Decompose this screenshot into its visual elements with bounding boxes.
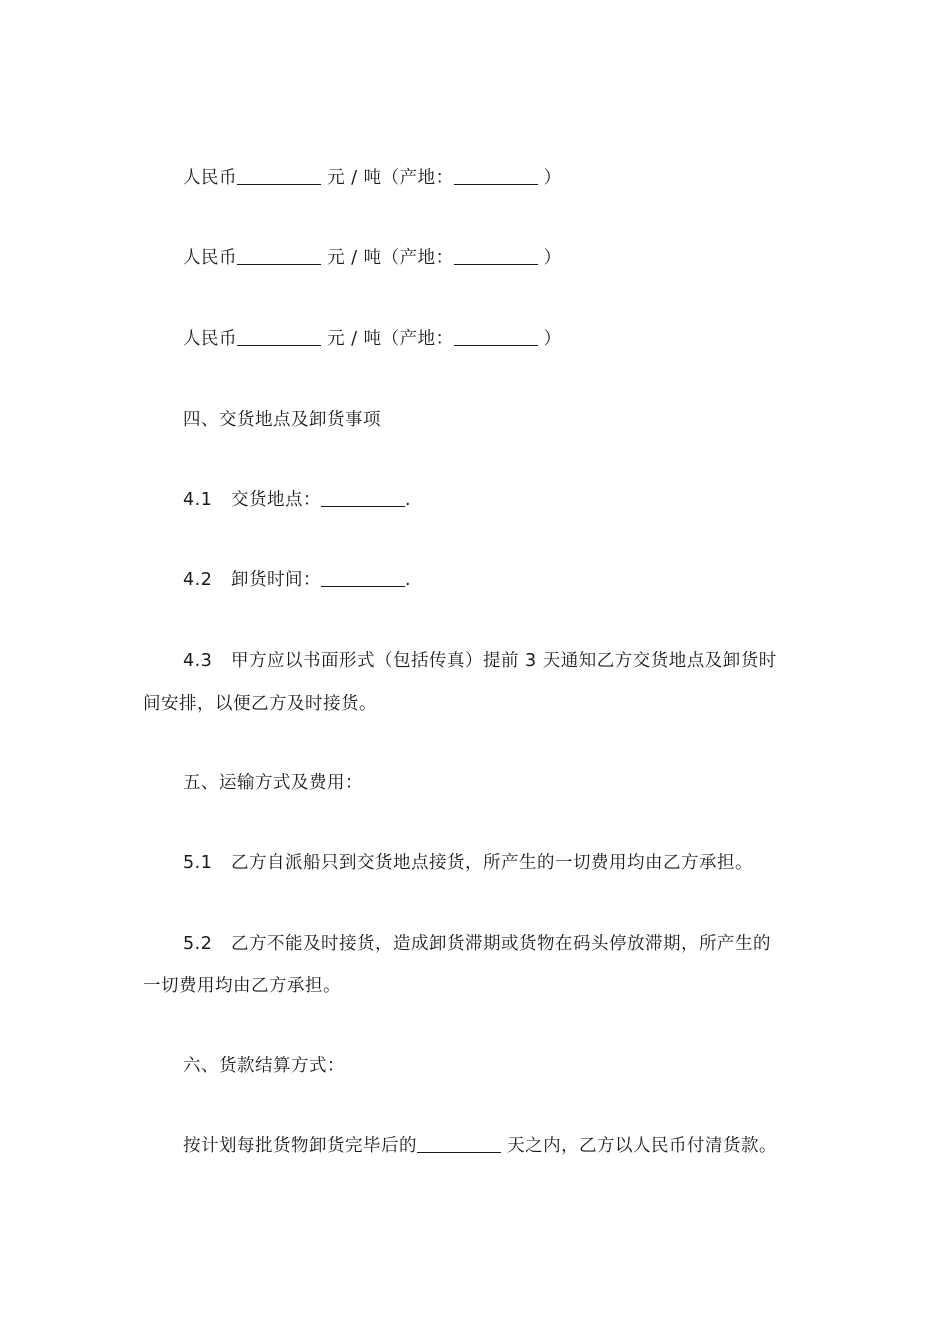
payment-paragraph — [183, 1134, 777, 1158]
price-prefix: 人民币 — [183, 168, 237, 188]
clause-4-1 — [183, 488, 411, 512]
clause-end: . — [405, 490, 412, 510]
clause-4-2 — [183, 568, 411, 592]
payment-prefix: 按计划每批货物卸货完毕后的 — [183, 1136, 417, 1156]
price-unit: 元 / 吨（产地： — [321, 329, 454, 349]
price-unit: 元 / 吨（产地： — [321, 168, 454, 188]
blank-field — [237, 166, 321, 185]
price-prefix: 人民币 — [183, 329, 237, 349]
clause-number: 4.2 — [183, 570, 213, 590]
price-unit: 元 / 吨（产地： — [321, 248, 454, 268]
clause-end: . — [405, 570, 412, 590]
clause-number: 4.1 — [183, 490, 213, 510]
blank-field — [237, 246, 321, 265]
section-4-heading: 四、交货地点及卸货事项 — [183, 410, 381, 430]
clause-text: 甲方应以书面形式（包括传真）提前 3 天通知乙方交货地点及卸货时 — [231, 651, 777, 671]
clause-label: 交货地点： — [231, 490, 321, 510]
price-suffix: ） — [537, 168, 562, 188]
clause-5-2-line-1 — [183, 932, 771, 956]
blank-field — [237, 327, 321, 346]
blank-field — [454, 246, 538, 265]
clause-text: 乙方不能及时接货，造成卸货滞期或货物在码头停放滞期，所产生的 — [231, 934, 771, 954]
clause-label: 卸货时间： — [231, 570, 321, 590]
clause-text: 乙方自派船只到交货地点接货，所产生的一切费用均由乙方承担。 — [231, 853, 753, 873]
price-line-1 — [183, 166, 562, 190]
clause-5-2-line-2: 一切费用均由乙方承担。 — [143, 976, 341, 996]
payment-suffix: 天之内，乙方以人民币付清货款。 — [501, 1136, 778, 1156]
clause-4-3-line-1 — [183, 649, 777, 673]
price-prefix: 人民币 — [183, 248, 237, 268]
blank-field — [321, 568, 405, 587]
clause-number: 5.1 — [183, 853, 213, 873]
price-suffix: ） — [537, 329, 562, 349]
price-line-3 — [183, 327, 562, 351]
price-line-2 — [183, 246, 562, 270]
price-suffix: ） — [537, 248, 562, 268]
blank-field — [321, 488, 405, 507]
section-6-heading: 六、货款结算方式： — [183, 1056, 345, 1076]
clause-number: 5.2 — [183, 934, 213, 954]
clause-4-3-line-2: 间安排，以便乙方及时接货。 — [143, 694, 377, 714]
blank-field — [454, 327, 538, 346]
clause-5-1 — [183, 851, 753, 875]
blank-field — [454, 166, 538, 185]
section-5-heading: 五、运输方式及费用： — [183, 773, 363, 793]
clause-number: 4.3 — [183, 651, 213, 671]
blank-field — [417, 1134, 501, 1153]
